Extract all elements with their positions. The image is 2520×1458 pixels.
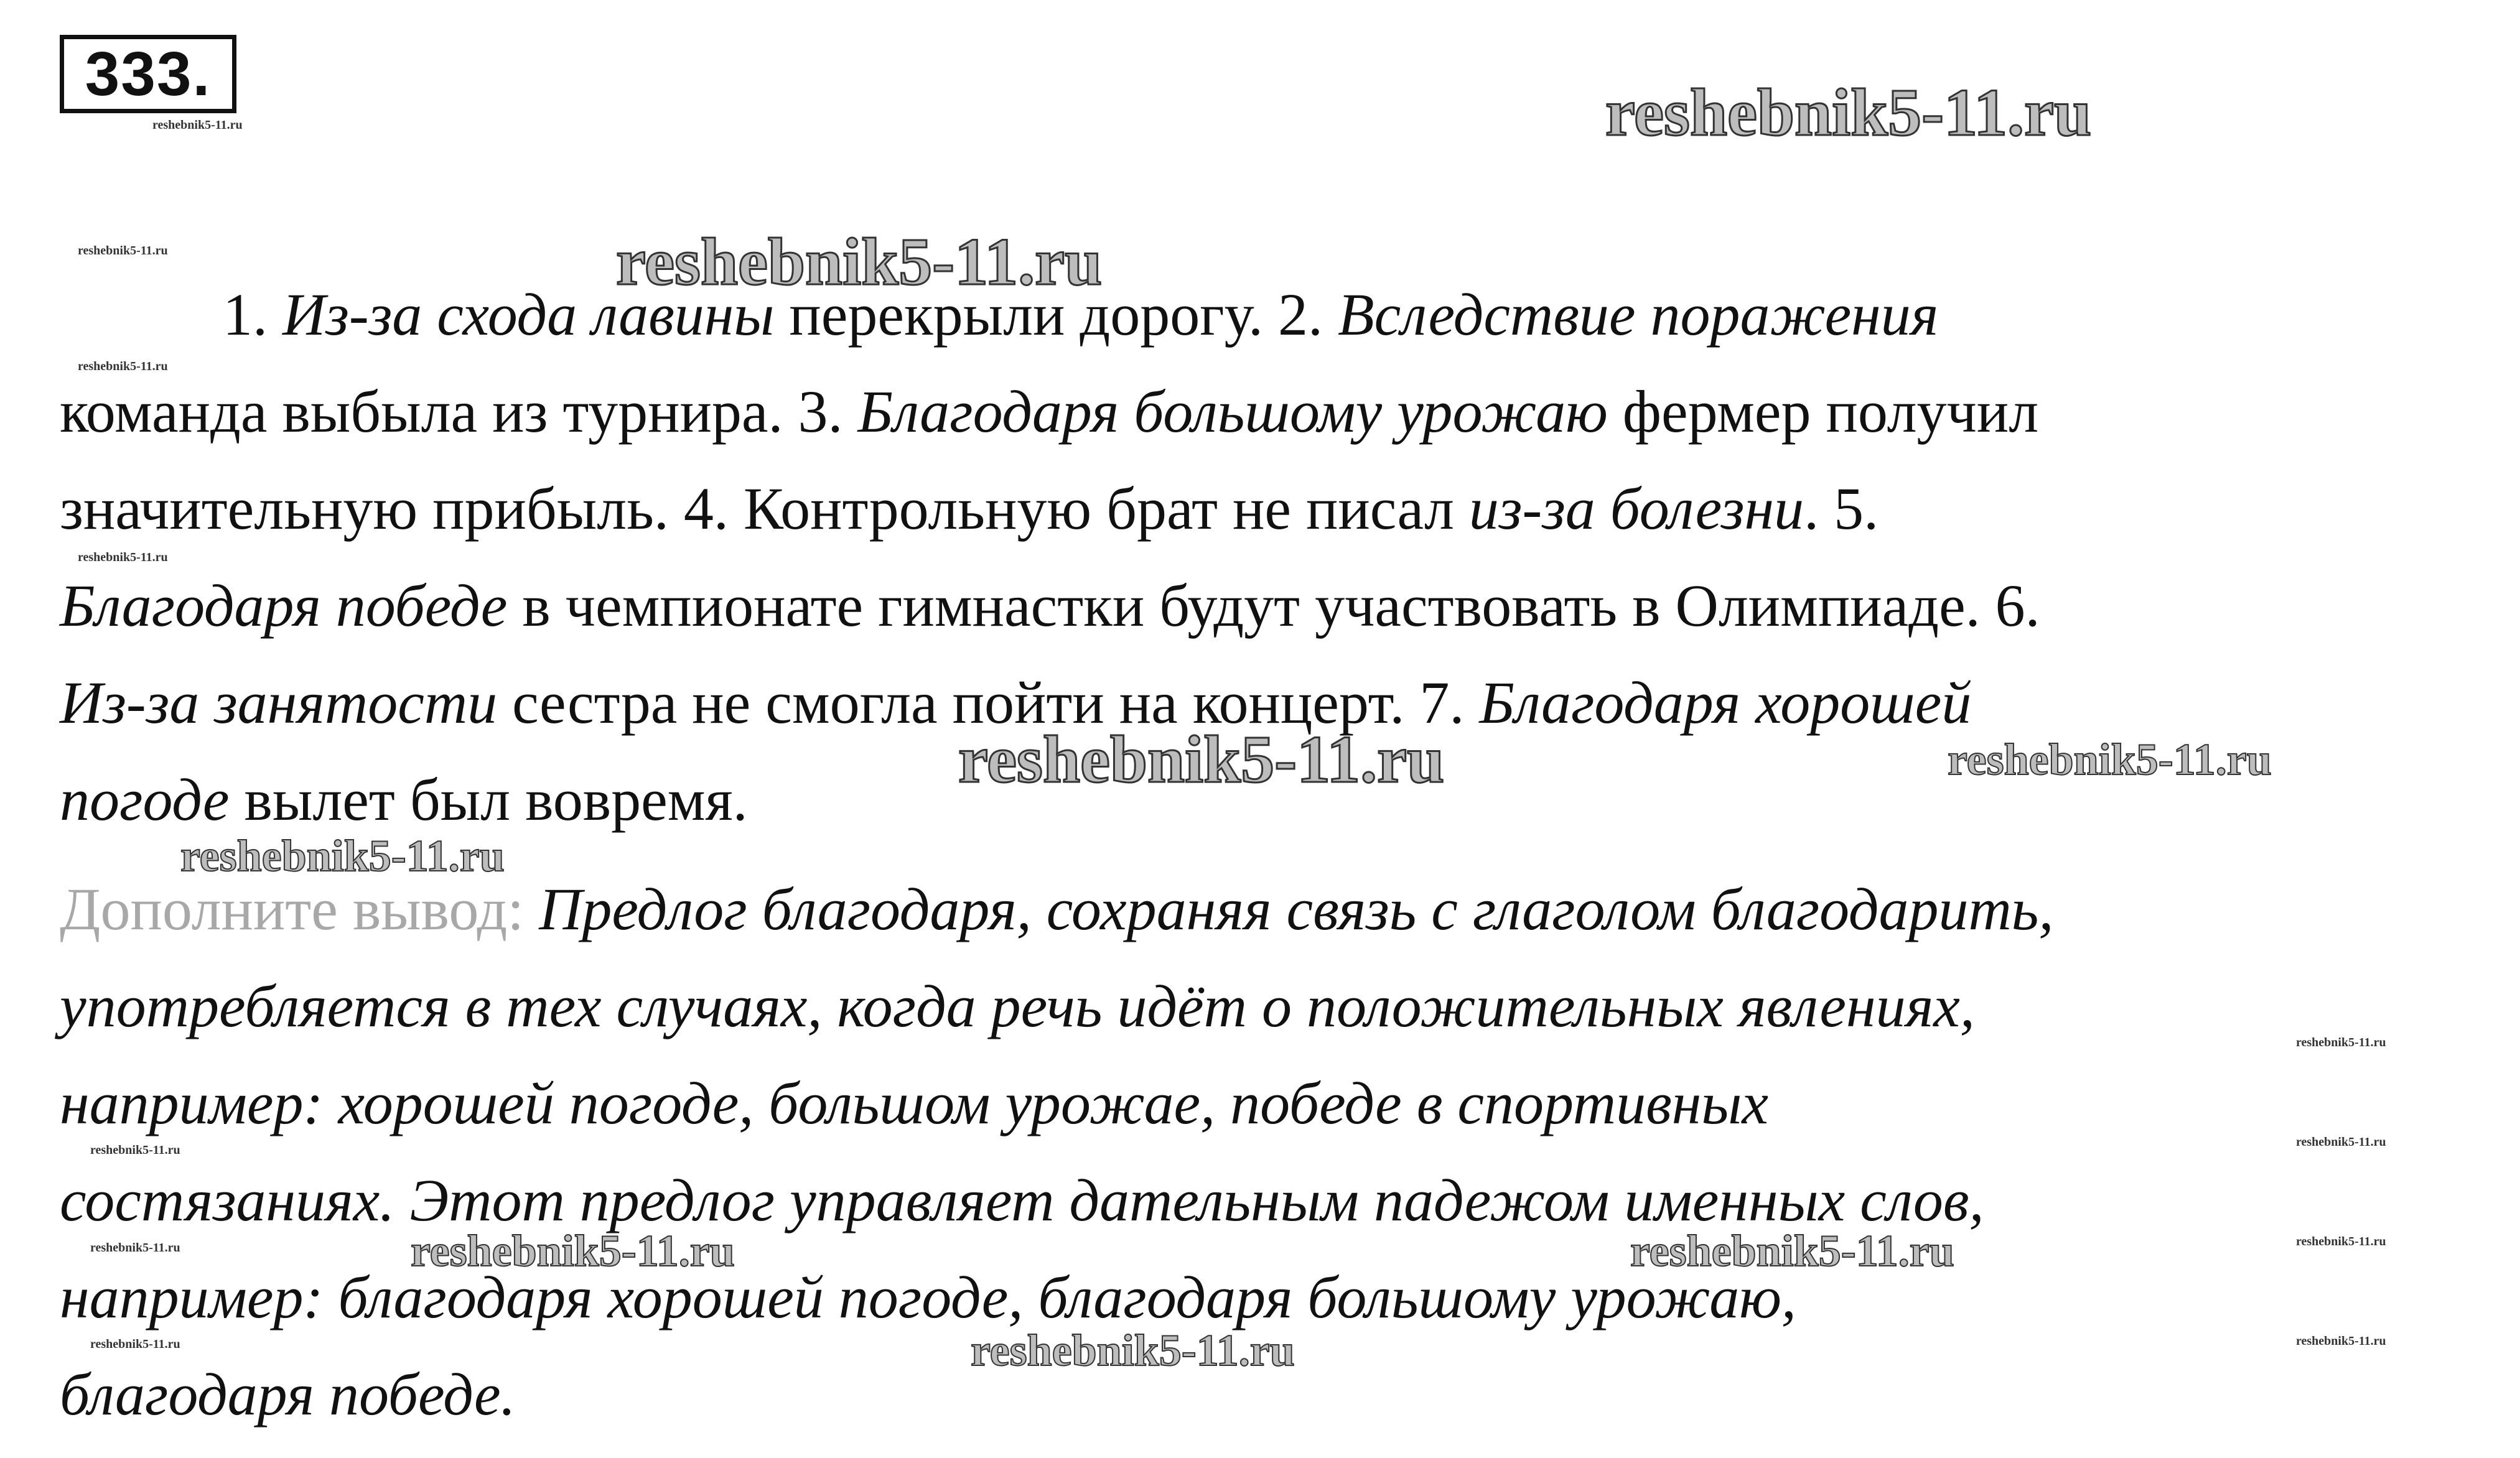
watermark-small: reshebnik5-11.ru [90, 1143, 180, 1157]
answer-line-6: погоде вылет был вовремя. [60, 766, 748, 833]
watermark-logo: reshebnik5-11.ru [1948, 735, 2272, 784]
watermark-small: reshebnik5-11.ru [152, 118, 243, 132]
watermark-logo: reshebnik5-11.ru [971, 1326, 1295, 1375]
watermark-small: reshebnik5-11.ru [90, 1337, 180, 1351]
watermark-small: reshebnik5-11.ru [78, 360, 168, 373]
conclusion-line-1: Дополните вывод: Предлог благодаря, сохраняя связь с глаголом благодарить, [60, 876, 2054, 942]
answer-line-5: Из-за занятости сестра не смогла пойти на концерт. 7. Благодаря хорошей [60, 669, 1972, 736]
watermark-small: reshebnik5-11.ru [90, 1241, 180, 1255]
watermark-logo: reshebnik5-11.ru [180, 831, 505, 881]
watermark-logo: reshebnik5-11.ru [1630, 1226, 1954, 1276]
conclusion-label: Дополните вывод: [60, 876, 539, 942]
answer-line-1: 1. Из-за схода лавины перекрыли дорогу. 2. Вследствие поражения [223, 281, 1939, 348]
watermark-small: reshebnik5-11.ru [2296, 1235, 2386, 1248]
watermark-small: reshebnik5-11.ru [78, 244, 168, 258]
exercise-number: 333. [60, 35, 236, 113]
answer-line-3: значительную прибыль. 4. Контрольную брат не писал из-за болезни. 5. [60, 475, 1879, 542]
watermark-small: reshebnik5-11.ru [78, 550, 168, 564]
conclusion-line-5: например: благодаря хорошей погоде, благодаря большому урожаю, [60, 1264, 1796, 1330]
answer-line-4: Благодаря победе в чемпионате гимнастки будут участвовать в Олимпиаде. 6. [60, 572, 2040, 639]
watermark-logo: reshebnik5-11.ru [616, 225, 1103, 299]
watermark-logo: reshebnik5-11.ru [958, 723, 1445, 797]
answer-line-2: команда выбыла из турнира. 3. Благодаря большому урожаю фермер получил [60, 378, 2039, 445]
conclusion-line-4: состязаниях. Этот предлог управляет дательным падежом именных слов, [60, 1167, 1984, 1233]
watermark-small: reshebnik5-11.ru [2296, 1135, 2386, 1149]
watermark-logo: reshebnik5-11.ru [411, 1226, 735, 1276]
watermark-logo: reshebnik5-11.ru [1605, 76, 2092, 150]
conclusion-line-2: употребляется в тех случаях, когда речь идёт о положительных явлениях, [60, 973, 1975, 1039]
conclusion-line-6: благодаря победе. [60, 1361, 516, 1428]
conclusion-line-3: например: хорошей погоде, большом урожае, победе в спортивных [60, 1070, 1768, 1136]
watermark-small: reshebnik5-11.ru [2296, 1036, 2386, 1049]
watermark-small: reshebnik5-11.ru [2296, 1334, 2386, 1348]
